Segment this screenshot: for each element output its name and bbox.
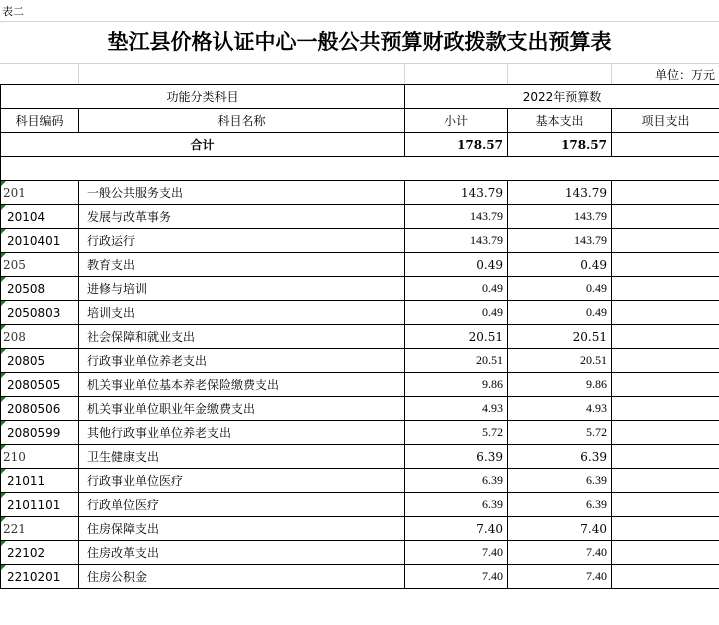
row-basic[interactable]: 6.39 xyxy=(508,445,612,469)
table-row xyxy=(1,493,719,517)
row-basic[interactable]: 7.40 xyxy=(508,565,612,589)
row-basic[interactable]: 6.39 xyxy=(508,493,612,517)
row-name[interactable]: 教育支出 xyxy=(79,253,405,277)
row-name[interactable]: 行政事业单位医疗 xyxy=(79,469,405,493)
gridline xyxy=(404,64,405,84)
row-subtotal[interactable]: 0.49 xyxy=(405,253,508,277)
total-project[interactable] xyxy=(612,133,719,157)
row-code[interactable]: 2210201 xyxy=(1,565,79,589)
row-project[interactable] xyxy=(612,541,719,565)
row-project[interactable] xyxy=(612,517,719,541)
row-basic[interactable]: 0.49 xyxy=(508,253,612,277)
budget-table xyxy=(0,84,719,589)
unit-label: 单位：万元 xyxy=(654,68,715,82)
row-code[interactable]: 2050803 xyxy=(1,301,79,325)
row-subtotal[interactable]: 7.40 xyxy=(405,541,508,565)
row-subtotal[interactable]: 7.40 xyxy=(405,565,508,589)
row-code[interactable]: 2080506 xyxy=(1,397,79,421)
gridline xyxy=(78,64,79,84)
row-code[interactable]: 22102 xyxy=(1,541,79,565)
row-project[interactable] xyxy=(612,421,719,445)
row-subtotal[interactable]: 0.49 xyxy=(405,301,508,325)
row-code[interactable]: 221 xyxy=(1,517,79,541)
row-project[interactable] xyxy=(612,301,719,325)
spacer-row xyxy=(1,157,719,181)
table-row xyxy=(1,253,719,277)
row-basic[interactable]: 6.39 xyxy=(508,469,612,493)
row-project[interactable] xyxy=(612,253,719,277)
row-subtotal[interactable]: 4.93 xyxy=(405,397,508,421)
row-code[interactable]: 205 xyxy=(1,253,79,277)
code-header: 科目编码 xyxy=(1,109,79,133)
row-basic[interactable]: 143.79 xyxy=(508,205,612,229)
row-project[interactable] xyxy=(612,349,719,373)
total-basic[interactable]: 178.57 xyxy=(508,133,612,157)
row-subtotal[interactable]: 9.86 xyxy=(405,373,508,397)
row-name[interactable]: 社会保障和就业支出 xyxy=(79,325,405,349)
table-row xyxy=(1,205,719,229)
row-name[interactable]: 进修与培训 xyxy=(79,277,405,301)
row-code[interactable]: 20508 xyxy=(1,277,79,301)
row-basic[interactable]: 143.79 xyxy=(508,229,612,253)
table-row xyxy=(1,445,719,469)
row-subtotal[interactable]: 20.51 xyxy=(405,349,508,373)
row-name[interactable]: 行政事业单位养老支出 xyxy=(79,349,405,373)
row-code[interactable]: 210 xyxy=(1,445,79,469)
row-name[interactable]: 一般公共服务支出 xyxy=(79,181,405,205)
table-row xyxy=(1,469,719,493)
row-code[interactable]: 2010401 xyxy=(1,229,79,253)
row-code[interactable]: 201 xyxy=(1,181,79,205)
row-basic[interactable]: 0.49 xyxy=(508,301,612,325)
row-name[interactable]: 住房公积金 xyxy=(79,565,405,589)
row-project[interactable] xyxy=(612,565,719,589)
row-subtotal[interactable]: 20.51 xyxy=(405,325,508,349)
subtotal-header: 小计 xyxy=(405,109,508,133)
name-header: 科目名称 xyxy=(79,109,405,133)
row-project[interactable] xyxy=(612,469,719,493)
table-row xyxy=(1,325,719,349)
page-title: 垫江县价格认证中心一般公共预算财政拨款支出预算表 xyxy=(107,29,612,54)
table-row xyxy=(1,517,719,541)
row-name[interactable]: 住房保障支出 xyxy=(79,517,405,541)
row-basic[interactable]: 20.51 xyxy=(508,349,612,373)
sheet-tag: 表二 xyxy=(2,5,24,18)
row-subtotal[interactable]: 0.49 xyxy=(405,277,508,301)
row-name[interactable]: 住房改革支出 xyxy=(79,541,405,565)
row-basic[interactable]: 0.49 xyxy=(508,277,612,301)
table-row xyxy=(1,349,719,373)
row-code[interactable]: 2080505 xyxy=(1,373,79,397)
functional-category-header: 功能分类科目 xyxy=(1,85,405,109)
total-row xyxy=(1,133,719,157)
row-subtotal[interactable]: 143.79 xyxy=(405,205,508,229)
row-code[interactable]: 2101101 xyxy=(1,493,79,517)
row-code[interactable]: 20104 xyxy=(1,205,79,229)
row-project[interactable] xyxy=(612,205,719,229)
row-basic[interactable]: 7.40 xyxy=(508,541,612,565)
row-basic[interactable]: 20.51 xyxy=(508,325,612,349)
total-subtotal[interactable]: 178.57 xyxy=(405,133,508,157)
row-project[interactable] xyxy=(612,397,719,421)
table-row xyxy=(1,565,719,589)
row-subtotal[interactable]: 143.79 xyxy=(405,181,508,205)
table-row xyxy=(1,181,719,205)
row-code[interactable]: 21011 xyxy=(1,469,79,493)
row-code[interactable]: 20805 xyxy=(1,349,79,373)
budget-year-header: 2022年预算数 xyxy=(405,85,719,109)
total-label[interactable]: 合计 xyxy=(1,133,405,157)
row-project[interactable] xyxy=(612,277,719,301)
row-name[interactable]: 机关事业单位基本养老保险缴费支出 xyxy=(79,373,405,397)
row-basic[interactable]: 7.40 xyxy=(508,517,612,541)
row-subtotal[interactable]: 6.39 xyxy=(405,445,508,469)
row-name[interactable]: 行政运行 xyxy=(79,229,405,253)
row-code[interactable]: 2080599 xyxy=(1,421,79,445)
row-project[interactable] xyxy=(612,445,719,469)
table-row xyxy=(1,277,719,301)
table-row xyxy=(1,301,719,325)
row-subtotal[interactable]: 7.40 xyxy=(405,517,508,541)
row-basic[interactable]: 9.86 xyxy=(508,373,612,397)
row-project[interactable] xyxy=(612,181,719,205)
row-name[interactable]: 机关事业单位职业年金缴费支出 xyxy=(79,397,405,421)
table-row xyxy=(1,541,719,565)
row-subtotal[interactable]: 5.72 xyxy=(405,421,508,445)
project-header: 项目支出 xyxy=(612,109,719,133)
header-row-2 xyxy=(1,109,719,133)
row-project[interactable] xyxy=(612,373,719,397)
row-name[interactable]: 卫生健康支出 xyxy=(79,445,405,469)
gridline xyxy=(507,64,508,84)
row-basic[interactable]: 143.79 xyxy=(508,181,612,205)
row-name[interactable]: 其他行政事业单位养老支出 xyxy=(79,421,405,445)
table-row xyxy=(1,421,719,445)
table-row xyxy=(1,373,719,397)
gridline xyxy=(611,64,612,84)
table-row xyxy=(1,229,719,253)
row-project[interactable] xyxy=(612,325,719,349)
header-row-1 xyxy=(1,85,719,109)
row-name[interactable]: 发展与改革事务 xyxy=(79,205,405,229)
row-basic[interactable]: 4.93 xyxy=(508,397,612,421)
row-name[interactable]: 行政单位医疗 xyxy=(79,493,405,517)
row-basic[interactable]: 5.72 xyxy=(508,421,612,445)
row-subtotal[interactable]: 6.39 xyxy=(405,469,508,493)
row-subtotal[interactable]: 143.79 xyxy=(405,229,508,253)
basic-header: 基本支出 xyxy=(508,109,612,133)
row-project[interactable] xyxy=(612,229,719,253)
row-subtotal[interactable]: 6.39 xyxy=(405,493,508,517)
row-name[interactable]: 培训支出 xyxy=(79,301,405,325)
row-code[interactable]: 208 xyxy=(1,325,79,349)
row-project[interactable] xyxy=(612,493,719,517)
spacer-cell xyxy=(1,157,719,181)
table-row xyxy=(1,397,719,421)
